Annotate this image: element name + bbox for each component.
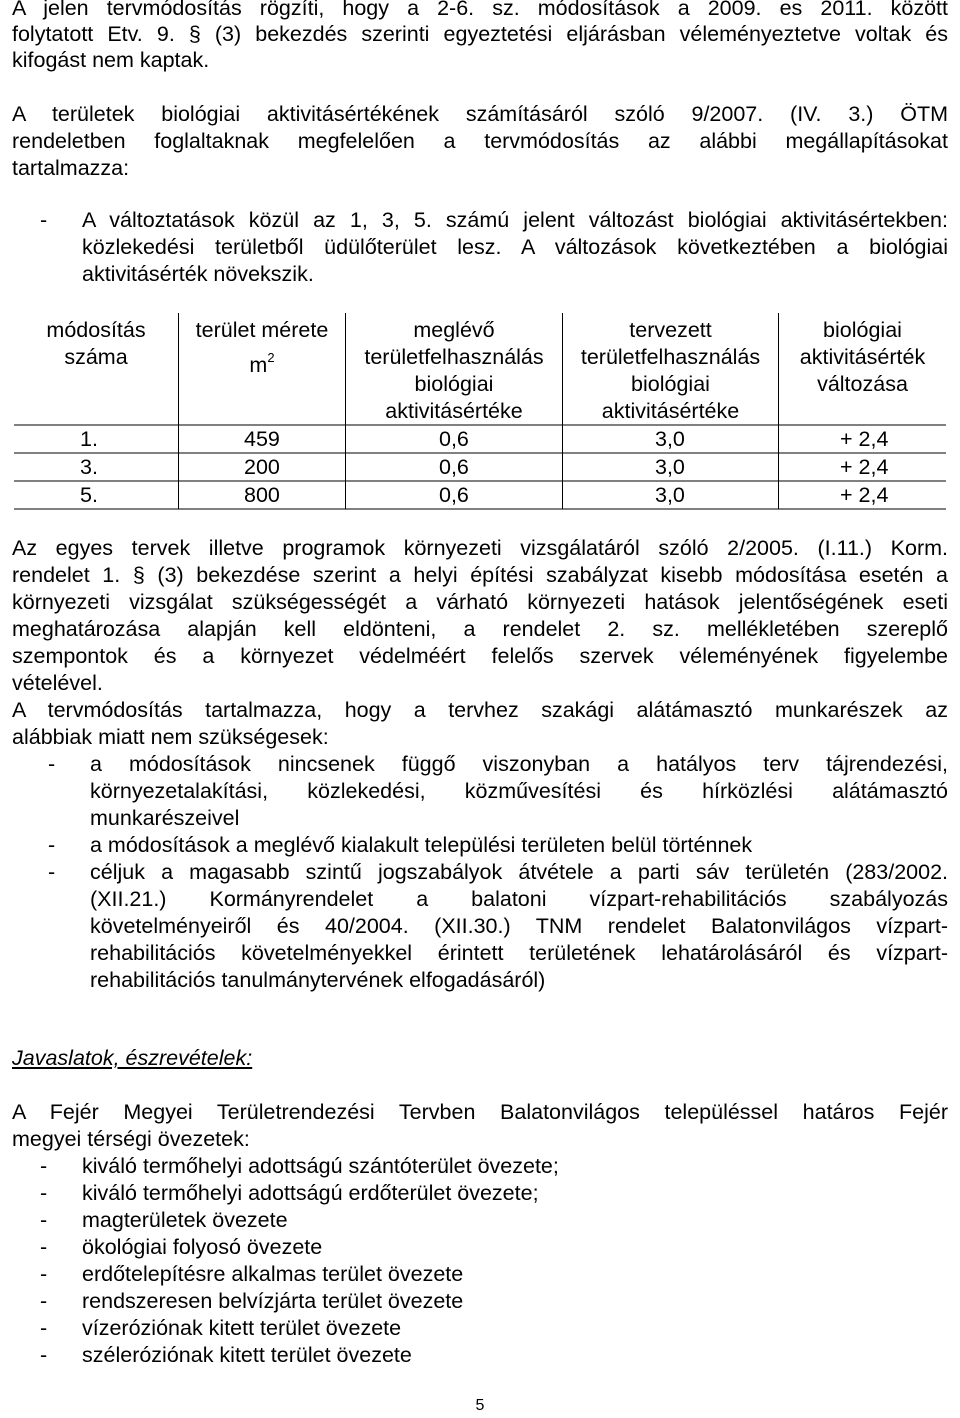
para5-line-1: A Fejér Megyei Területrendezési Tervben Balatonvilágos településsel határos Fejér xyxy=(12,1100,948,1124)
list2-item1-line2: környezetalakítási, közlekedési, közművesítési és hírközlési alátámasztó xyxy=(90,779,948,803)
section-heading: Javaslatok, észrevételek: xyxy=(12,1046,253,1070)
header-activity-change: biológiai aktivitásérték változása xyxy=(799,318,926,396)
list2-item3-line5: rehabilitációs tanulmánytervének elfogadásáról) xyxy=(90,968,546,992)
para3-line-6: vételével. xyxy=(12,671,103,695)
list2-item1-line1: a módosítások nincsenek függő viszonyban a hatályos terv tájrendezési, xyxy=(90,752,948,776)
header-existing-value: meglévő területfelhasználás biológiai aktivitásértéke xyxy=(364,318,544,423)
para2-line-1: A területek biológiai aktivitásértékének számításáról szóló 9/2007. (IV. 3.) ÖTM xyxy=(12,102,948,126)
header-planned-value: tervezett területfelhasználás biológiai aktivitásértéke xyxy=(580,318,761,423)
para3-line-3: környezeti vizsgálat szükségességét a várható környezeti hatások jelentőségének eseti xyxy=(12,590,948,614)
list2-item2-dash: - xyxy=(48,833,56,857)
para1-line-3: kifogást nem kaptak. xyxy=(12,48,210,72)
bullet1-line-2: közlekedési területből üdülőterület lesz. A változások következtében a biológiai xyxy=(82,235,948,259)
bullet1-line-3: aktivitásérték növekszik. xyxy=(82,262,314,286)
list2-item1-line3: munkarészeivel xyxy=(90,806,240,830)
list2-item3-line2: (XII.21.) Kormányrendelet a balatoni vízpart-rehabilitációs szabályozás xyxy=(90,887,948,911)
para4-line-1: A tervmódosítás tartalmazza, hogy a tervhez szakági alátámasztó munkarészek az xyxy=(12,698,948,722)
para1-line-1: A jelen tervmódosítás rögzíti, hogy a 2-6. sz. módosítások a 2009. es 2011. között xyxy=(12,0,948,20)
list2-item3-line3: követelményeiről és 40/2004. (XII.30.) TNM rendelet Balatonvilágos vízpart- xyxy=(90,914,948,938)
list2-item3-dash: - xyxy=(48,860,56,884)
para3-line-1: Az egyes tervek illetve programok környezeti vizsgálatáról szóló 2/2005. (I.11.) Korm. xyxy=(12,536,948,560)
para1-line-2: folytatott Etv. 9. § (3) bekezdés szerinti egyeztetési eljárásban véleményeztetve voltak és xyxy=(12,22,948,46)
header-modification-number: módosítás száma xyxy=(46,318,146,369)
para3-line-4: meghatározása alapján kell eldönteni, a rendelet 2. sz. mellékletében szereplő xyxy=(12,617,948,641)
para2-line-2: rendeletben foglaltaknak megfelelően a tervmódosítás az alábbi megállapításokat xyxy=(12,129,948,153)
page-number: 5 xyxy=(475,1397,485,1414)
list2-item3-line4: rehabilitációs követelményekkel érintett területének lehatárolásáról és vízpart- xyxy=(90,941,948,965)
list2-item3-line1: céljuk a magasabb szintű jogszabályok átvétele a parti sáv területén (283/2002. xyxy=(90,860,948,884)
para3-line-2: rendelet 1. § (3) bekezdése szerint a helyi építési szabályzat kisebb módosítása esetén a xyxy=(12,563,948,587)
para2-line-3: tartalmazza: xyxy=(12,156,130,180)
list2-item2-line1: a módosítások a meglévő kialakult települési területen belül történnek xyxy=(90,833,753,857)
para3-line-5: szempontok és a környezet védelméért felelős szervek véleményének figyelembe xyxy=(12,644,948,668)
header-area-size: terület mérete $m^2$ xyxy=(195,318,329,377)
bullet1-dash: - xyxy=(40,208,48,232)
para5-line-2: megyei térségi övezetek: xyxy=(12,1127,250,1151)
bullet1-line-1: A változtatások közül az 1, 3, 5. számú jelent változást biológiai aktivitásértekben: xyxy=(82,208,948,232)
para4-line-2: alábbiak miatt nem szükségesek: xyxy=(12,725,329,749)
list2-item1-dash: - xyxy=(48,752,56,776)
